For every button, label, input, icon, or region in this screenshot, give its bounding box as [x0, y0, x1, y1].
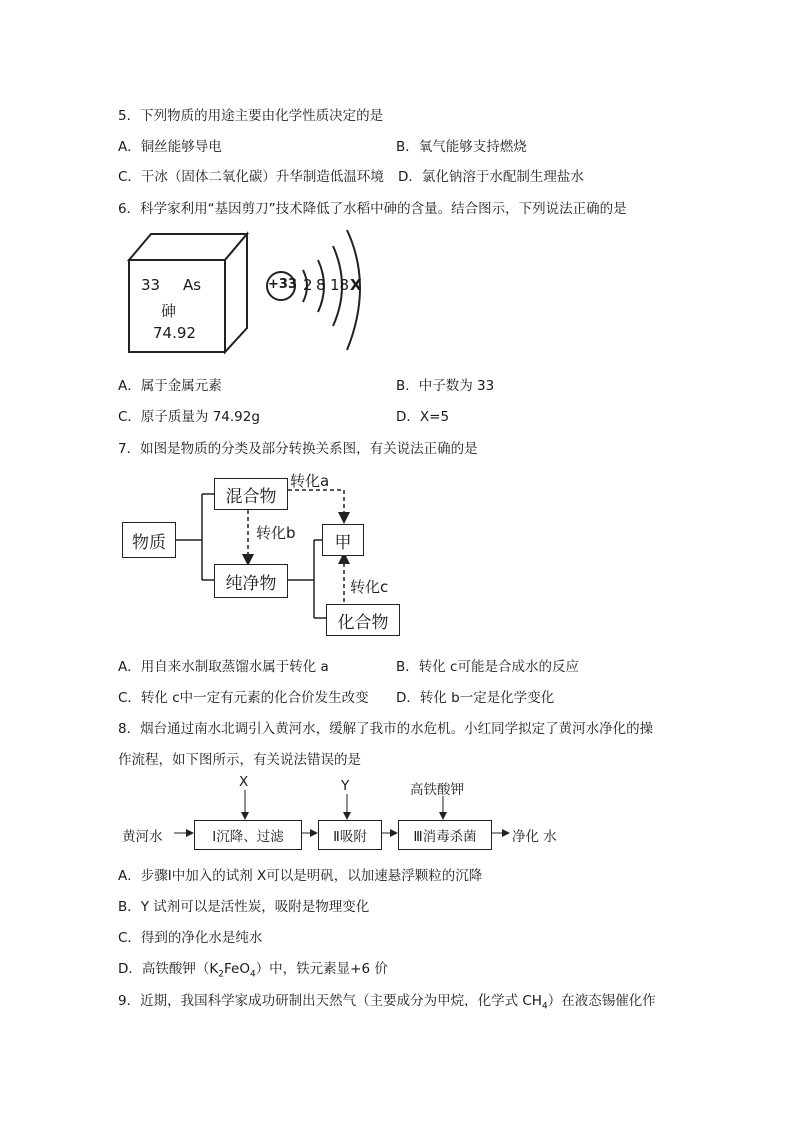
nucleus-charge: +33	[268, 277, 297, 292]
q7-option-a: A．用自来水制取蒸馏水属于转化 a	[118, 659, 329, 675]
q5-option-d: D．氯化钠溶于水配制生理盐水	[398, 169, 584, 185]
q5-option-a: A．铜丝能够导电	[118, 139, 222, 155]
q9-stem-post: ）在液态锡催化作	[547, 993, 656, 1009]
label-conversion-c: 转化c	[350, 578, 389, 596]
q6-stem: 6．科学家利用“基因剪刀”技术降低了水稻中砷的含量。结合图示，下列说法正确的是	[118, 201, 627, 217]
element-symbol: As	[183, 276, 202, 294]
q8-option-d-sub2: 4	[249, 969, 256, 980]
q9-stem	[118, 989, 656, 1012]
shell-3-count: 18	[330, 276, 350, 294]
node-substance: 物质	[122, 522, 176, 558]
node-mixture: 混合物	[214, 478, 288, 510]
node-jia: 甲	[322, 524, 364, 556]
reagent-potassium-ferrate: 高铁酸钾	[410, 782, 464, 798]
q9-stem-sub: 4	[541, 1001, 548, 1012]
arsenic-figure	[125, 222, 385, 362]
q7-option-c: C．转化 c中一定有元素的化合价发生改变	[118, 690, 369, 706]
q7-option-b: B．转化 c可能是合成水的反应	[396, 659, 579, 675]
reagent-x: X	[239, 774, 249, 790]
q6-option-c: C．原子质量为 74.92g	[118, 409, 260, 425]
q9-stem-pre: 9．近期，我国科学家成功研制出天然气（主要成分为甲烷，化学式 CH	[118, 993, 542, 1009]
q5-stem: 5．下列物质的用途主要由化学性质决定的是	[118, 108, 384, 124]
label-conversion-a: 转化a	[290, 472, 330, 490]
atomic-number: 33	[141, 276, 161, 294]
flow-output-purified-water: 净化 水	[512, 829, 557, 845]
q8-stem-line2: 作流程，如下图所示，有关说法错误的是	[118, 752, 361, 768]
shell-4-count: X	[350, 276, 362, 294]
q6-option-a: A．属于金属元素	[118, 378, 222, 394]
q7-stem: 7．如图是物质的分类及部分转换关系图，有关说法正确的是	[118, 441, 478, 457]
reagent-y: Y	[341, 778, 350, 794]
node-pure-substance: 纯净物	[214, 564, 288, 598]
flow-step-2: Ⅱ吸附	[318, 820, 382, 850]
node-compound: 化合物	[326, 604, 400, 636]
shell-1-count: 2	[303, 276, 313, 294]
q6-option-b: B．中子数为 33	[396, 378, 495, 394]
flow-input-yellow-river-water: 黄河水	[122, 829, 163, 845]
q5-option-c: C．干冰（固体二氧化碳）升华制造低温环境	[118, 169, 384, 185]
q8-option-d-post: ）中，铁元素显+6 价	[255, 961, 388, 977]
q8-option-d-pre: D．高铁酸钾（K	[118, 961, 219, 977]
element-name: 砷	[161, 302, 177, 320]
q8-stem-line1: 8．烟台通过南水北调引入黄河水，缓解了我市的水危机。小红同学拟定了黄河水净化的操	[118, 721, 654, 737]
purification-flowchart	[118, 774, 578, 854]
q8-option-d	[118, 957, 388, 980]
q8-option-c: C．得到的净化水是纯水	[118, 930, 263, 946]
flow-step-3: Ⅲ消毒杀菌	[398, 820, 492, 850]
q7-option-d: D．转化 b一定是化学变化	[396, 690, 555, 706]
q8-option-d-mid: FeO	[223, 961, 250, 977]
label-conversion-b: 转化b	[256, 524, 296, 542]
atomic-mass: 74.92	[153, 324, 196, 342]
q8-option-b: B．Y 试剂可以是活性炭，吸附是物理变化	[118, 899, 370, 915]
q8-option-d-sub1: 2	[218, 969, 224, 980]
flow-step-1: Ⅰ沉降、过滤	[194, 820, 302, 850]
shell-2-count: 8	[316, 276, 326, 294]
q6-option-d: D．X=5	[396, 409, 450, 425]
q5-option-b: B．氧气能够支持燃烧	[396, 139, 527, 155]
classification-diagram	[118, 468, 418, 638]
q8-option-a: A．步骤Ⅰ中加入的试剂 X可以是明矾，以加速悬浮颗粒的沉降	[118, 868, 483, 884]
